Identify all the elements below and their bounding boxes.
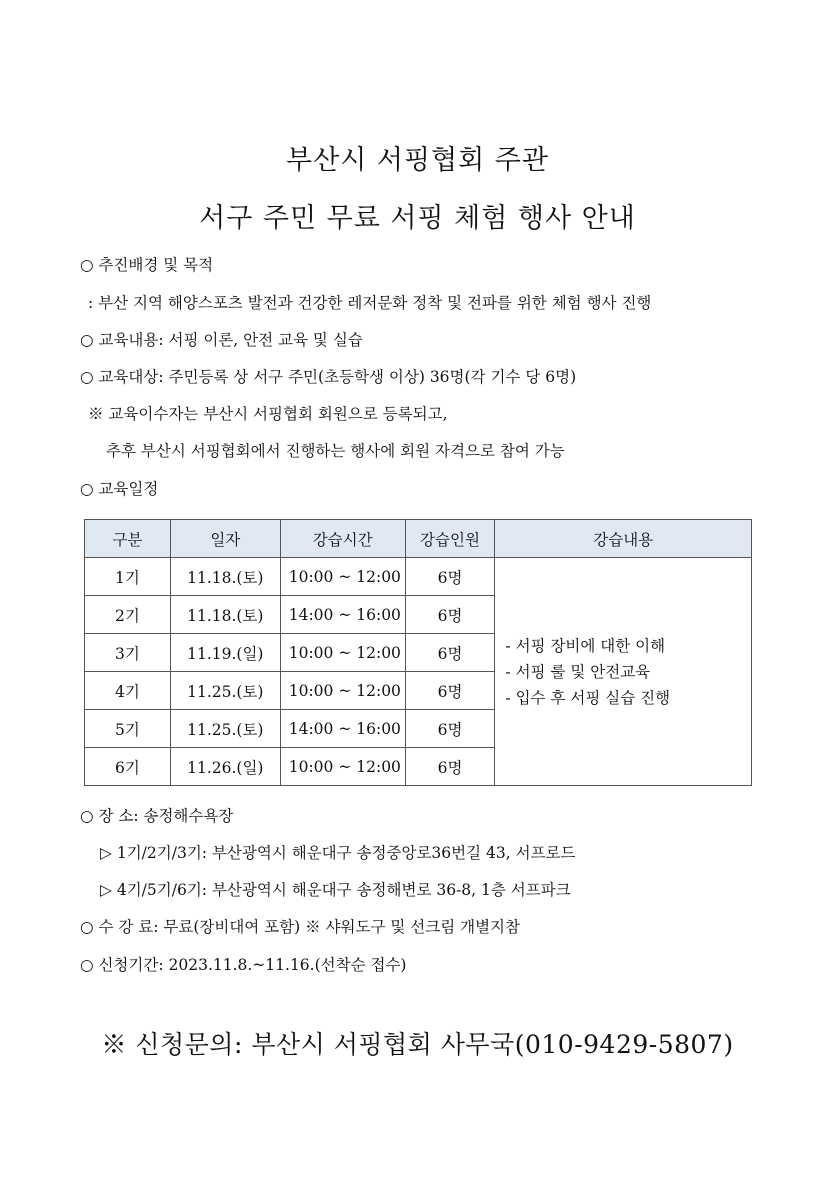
cell-date: 11.25.(토) bbox=[170, 672, 280, 710]
application-period: ○ 신청기간: 2023.11.8.~11.16.(선착순 접수) bbox=[80, 956, 407, 974]
header-content: 강습내용 bbox=[495, 520, 752, 558]
cell-people: 6명 bbox=[405, 672, 495, 710]
location-2: ▷ 4기/5기/6기: 부산광역시 해운대구 송정해변로 36-8, 1층 서프파크 bbox=[100, 881, 571, 899]
title-line-2: 서구 주민 무료 서핑 체험 행사 안내 bbox=[199, 203, 636, 234]
background-heading: ○ 추진배경 및 목적 bbox=[80, 256, 214, 274]
cell-people: 6명 bbox=[405, 558, 495, 596]
cell-content bbox=[495, 558, 752, 786]
cell-date: 11.25.(토) bbox=[170, 710, 280, 748]
header-time: 강습시간 bbox=[280, 520, 405, 558]
schedule-table bbox=[84, 519, 752, 786]
cell-time: 10:00 ~ 12:00 bbox=[280, 558, 405, 596]
cell-session: 3기 bbox=[85, 634, 171, 672]
content-line-2: - 서핑 룰 및 안전교육 bbox=[505, 662, 651, 681]
cell-time: 10:00 ~ 12:00 bbox=[280, 672, 405, 710]
cell-people: 6명 bbox=[405, 748, 495, 786]
content-line-3: - 입수 후 서핑 실습 진행 bbox=[505, 688, 671, 707]
cell-people: 6명 bbox=[405, 596, 495, 634]
table-header-row bbox=[85, 520, 752, 558]
cell-date: 11.18.(토) bbox=[170, 558, 280, 596]
header-session: 구분 bbox=[85, 520, 171, 558]
cell-date: 11.26.(일) bbox=[170, 748, 280, 786]
content-line-1: - 서핑 장비에 대한 이해 bbox=[505, 636, 666, 655]
cell-time: 10:00 ~ 12:00 bbox=[280, 634, 405, 672]
location-heading: ○ 장 소: 송정해수욕장 bbox=[80, 807, 234, 825]
note-line-1: ※ 교육이수자는 부산시 서핑협회 회원으로 등록되고, bbox=[88, 405, 448, 423]
header-date: 일자 bbox=[170, 520, 280, 558]
location-1: ▷ 1기/2기/3기: 부산광역시 해운대구 송정중앙로36번길 43, 서프로드 bbox=[100, 844, 576, 862]
cell-time: 10:00 ~ 12:00 bbox=[280, 748, 405, 786]
cell-people: 6명 bbox=[405, 634, 495, 672]
cell-time: 14:00 ~ 16:00 bbox=[280, 596, 405, 634]
background-text: : 부산 지역 해양스포츠 발전과 건강한 레저문화 정착 및 전파를 위한 체험 행사 진행 bbox=[88, 294, 652, 312]
cell-date: 11.18.(토) bbox=[170, 596, 280, 634]
cell-session: 1기 bbox=[85, 558, 171, 596]
education-content: ○ 교육내용: 서핑 이론, 안전 교육 및 실습 bbox=[80, 331, 363, 349]
inquiry-footer: ※ 신청문의: 부산시 서핑협회 사무국(010-9429-5807) bbox=[101, 1030, 734, 1059]
cell-session: 4기 bbox=[85, 672, 171, 710]
cell-session: 5기 bbox=[85, 710, 171, 748]
note-line-2: 추후 부산시 서핑협회에서 진행하는 행사에 회원 자격으로 참여 가능 bbox=[106, 442, 565, 460]
fee-info: ○ 수 강 료: 무료(장비대여 포함) ※ 샤워도구 및 선크림 개별지참 bbox=[80, 918, 520, 936]
table-row bbox=[85, 558, 752, 596]
title-line-1: 부산시 서핑협회 주관 bbox=[286, 145, 549, 176]
schedule-heading: ○ 교육일정 bbox=[80, 480, 159, 498]
education-target: ○ 교육대상: 주민등록 상 서구 주민(초등학생 이상) 36명(각 기수 당 6명) bbox=[80, 368, 577, 386]
cell-time: 14:00 ~ 16:00 bbox=[280, 710, 405, 748]
cell-date: 11.19.(일) bbox=[170, 634, 280, 672]
cell-session: 6기 bbox=[85, 748, 171, 786]
cell-session: 2기 bbox=[85, 596, 171, 634]
cell-people: 6명 bbox=[405, 710, 495, 748]
header-people: 강습인원 bbox=[405, 520, 495, 558]
